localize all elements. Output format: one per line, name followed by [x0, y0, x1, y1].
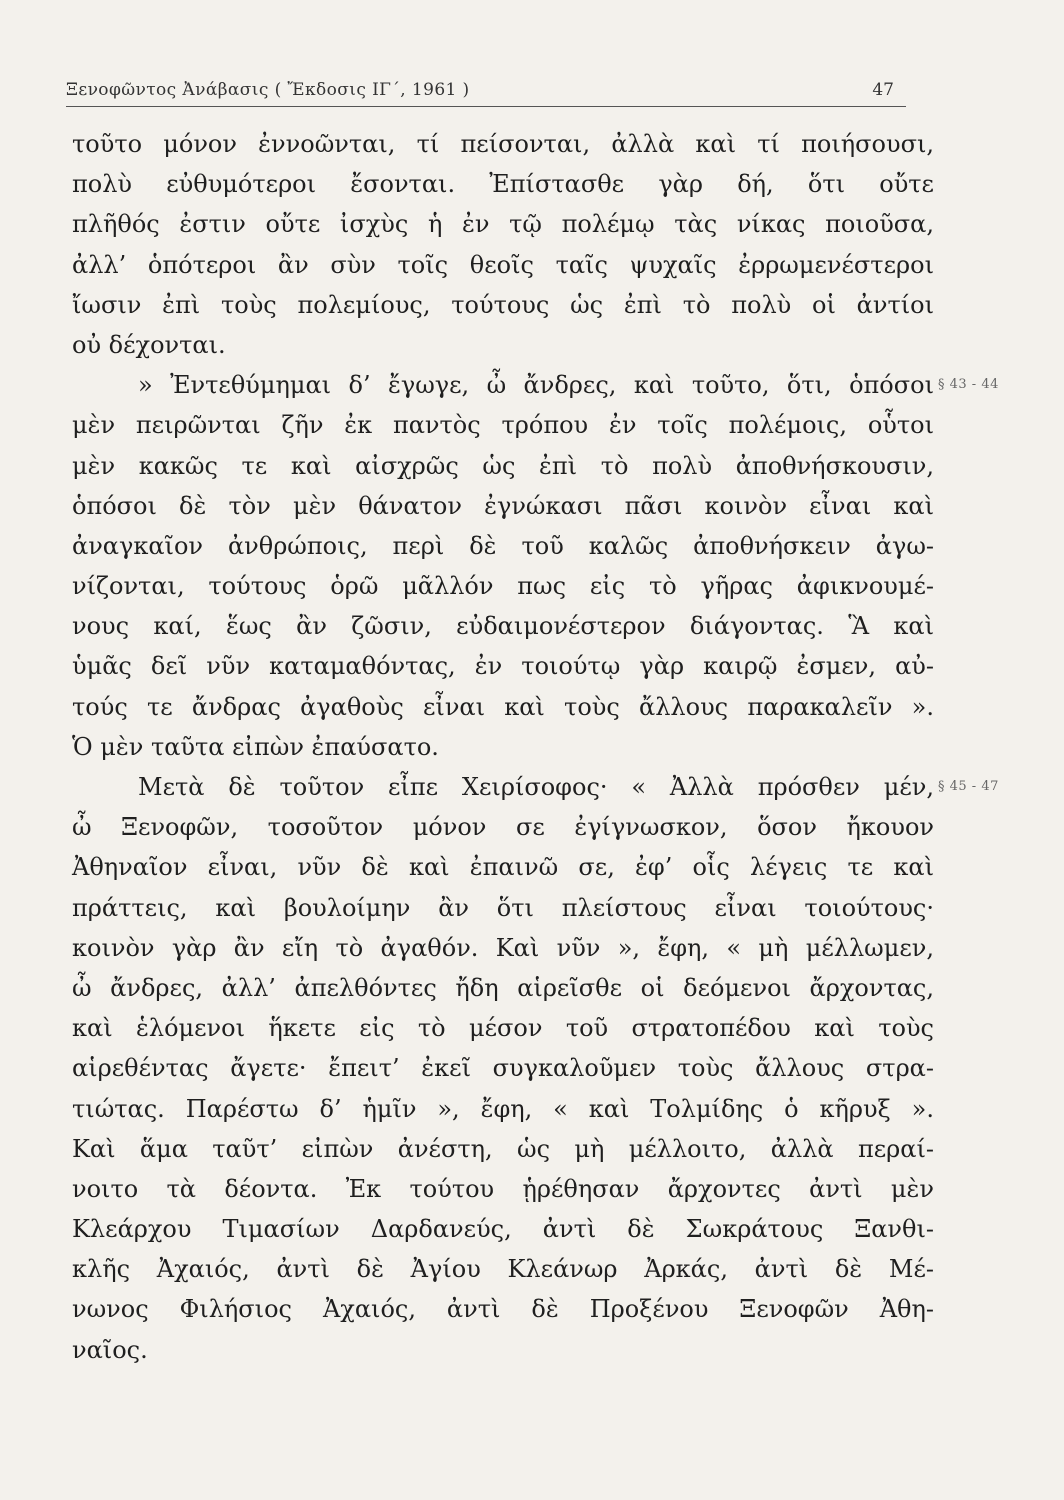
text-line: οὐ δέχονται.: [72, 330, 226, 359]
text-line: νωνος Φιλήσιος Ἀχαιός, ἀντὶ δὲ Προξένου Ξενοφῶν Ἀθη-: [72, 1295, 934, 1324]
text-line: πράττεις, καὶ βουλοίμην ἂν ὅτι πλείστους εἶναι τοιούτους·: [72, 893, 934, 922]
text-line: αἱρεθέντας ἄγετε· ἔπειτ’ ἐκεῖ συγκαλοῦμεν τοὺς ἄλλους στρα-: [72, 1054, 934, 1083]
text-line: Ὁ μὲν ταῦτα εἰπὼν ἐπαύσατο.: [72, 732, 439, 761]
text-line: μὲν πειρῶνται ζῆν ἐκ παντὸς τρόπου ἐν τοῖς πολέμοις, οὗτοι: [72, 411, 934, 440]
text-line-with-note: [72, 767, 999, 807]
text-line: Ἀθηναῖον εἶναι, νῦν δὲ καὶ ἐπαινῶ σε, ἐφ’ οἷς λέγεις τε καὶ: [72, 853, 934, 882]
margin-section-note: § 45 - 47: [938, 779, 999, 794]
text-line: ὑμᾶς δεῖ νῦν καταμαθόντας, ἐν τοιούτῳ γὰρ καιρῷ ἐσμεν, αὐ-: [72, 652, 934, 681]
text-line: ὦ Ξενοφῶν, τοσοῦτον μόνον σε ἐγίγνωσκον, ὅσον ἤκουον: [72, 813, 934, 842]
text-line-with-note: [72, 365, 999, 405]
text-line: κλῆς Ἀχαιός, ἀντὶ δὲ Ἀγίου Κλεάνωρ Ἀρκάς, ἀντὶ δὲ Μέ-: [72, 1255, 934, 1284]
page-number: 47: [872, 80, 894, 100]
text-line: πολὺ εὐθυμότεροι ἔσονται. Ἐπίστασθε γὰρ δή, ὅτι οὔτε: [72, 170, 934, 199]
margin-section-note: § 43 - 44: [938, 377, 999, 393]
text-line: Καὶ ἅμα ταῦτ’ εἰπὼν ἀνέστη, ὡς μὴ μέλλοιτο, ἀλλὰ περαί-: [72, 1134, 934, 1163]
text-line: ἴωσιν ἐπὶ τοὺς πολεμίους, τούτους ὡς ἐπὶ τὸ πολὺ οἱ ἀντίοι: [72, 290, 934, 319]
text-line: » Ἐντεθύμημαι δ’ ἔγωγε, ὦ ἄνδρες, καὶ τοῦτο, ὅτι, ὁπόσοι: [138, 371, 934, 400]
text-line: νίζονται, τούτους ὁρῶ μᾶλλόν πως εἰς τὸ γῆρας ἀφικνουμέ-: [72, 572, 934, 601]
text-line: ναῖος.: [72, 1335, 148, 1364]
text-line: ὁπόσοι δὲ τὸν μὲν θάνατον ἐγνώκασι πᾶσι κοινὸν εἶναι καὶ: [72, 491, 934, 520]
text-line: Μετὰ δὲ τοῦτον εἶπε Χειρίσοφος· « Ἀλλὰ πρόσθεν μέν,: [138, 773, 934, 801]
text-line: νους καί, ἕως ἂν ζῶσιν, εὐδαιμονέστερον διάγοντας. Ἃ καὶ: [72, 612, 934, 641]
text-line: κοινὸν γὰρ ἂν εἴη τὸ ἀγαθόν. Καὶ νῦν », ἔφη, « μὴ μέλλωμεν,: [72, 933, 934, 962]
text-line: τιώτας. Παρέστω δ’ ἡμῖν », ἔφη, « καὶ Τολμίδης ὁ κῆρυξ ».: [72, 1094, 934, 1123]
text-line: ἀναγκαῖον ἀνθρώποις, περὶ δὲ τοῦ καλῶς ἀποθνήσκειν ἀγω-: [72, 531, 934, 560]
text-line: καὶ ἑλόμενοι ἥκετε εἰς τὸ μέσον τοῦ στρατοπέδου καὶ τοὺς: [72, 1014, 934, 1043]
text-line: τούς τε ἄνδρας ἀγαθοὺς εἶναι καὶ τοὺς ἄλλους παρακαλεῖν ».: [72, 692, 934, 721]
text-line: τοῦτο μόνον ἐννοῶνται, τί πείσονται, ἀλλὰ καὶ τί ποιήσουσι,: [72, 130, 934, 158]
running-header-title: Ξενοφῶντος Ἀνάβασις ( Ἔκδοσις ΙΓ΄, 1961 ): [66, 80, 470, 100]
text-line: πλῆθός ἐστιν οὔτε ἰσχὺς ἡ ἐν τῷ πολέμῳ τὰς νίκας ποιοῦσα,: [72, 210, 934, 239]
text-line: μὲν κακῶς τε καὶ αἰσχρῶς ὡς ἐπὶ τὸ πολὺ ἀποθνήσκουσιν,: [72, 451, 934, 480]
text-body: [72, 124, 999, 1370]
text-line: ἀλλ’ ὁπότεροι ἂν σὺν τοῖς θεοῖς ταῖς ψυχαῖς ἐρρωμενέστεροι: [72, 250, 934, 279]
text-line: νοιτο τὰ δέοντα. Ἐκ τούτου ᾑρέθησαν ἄρχοντες ἀντὶ μὲν: [72, 1174, 934, 1203]
running-header: [66, 72, 906, 107]
text-line: ὦ ἄνδρες, ἀλλ’ ἀπελθόντες ἤδη αἱρεῖσθε οἱ δεόμενοι ἄρχοντας,: [72, 973, 934, 1002]
text-line: Κλεάρχου Τιμασίων Δαρδανεύς, ἀντὶ δὲ Σωκράτους Ξανθι-: [72, 1215, 934, 1244]
